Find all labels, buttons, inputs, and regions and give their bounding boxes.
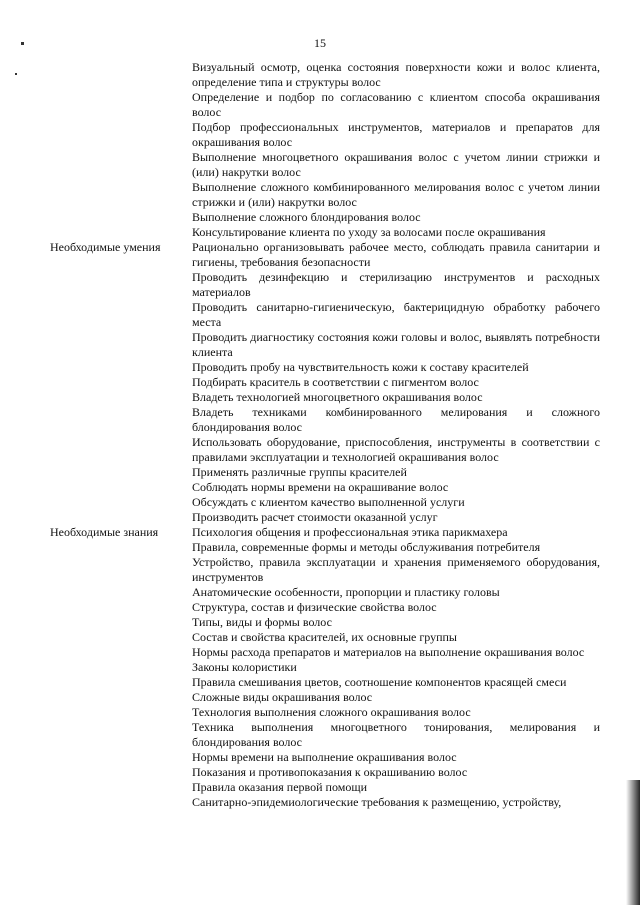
requirements-list [192,60,600,240]
requirement-item: Законы колористики [192,660,297,674]
document-content [0,60,640,810]
requirement-item: Психология общения и профессиональная этика парикмахера [192,525,508,539]
requirement-item: Показания и противопоказания к окрашиванию волос [192,765,468,779]
requirement-item: Правила оказания первой помощи [192,780,368,794]
requirement-item: Структура, состав и физические свойства волос [192,600,437,614]
requirement-item: Соблюдать нормы времени на окрашивание волос [192,480,449,494]
requirement-item: Санитарно-эпидемиологические требования к размещению, устройству, [192,795,562,809]
requirements-list [192,240,600,525]
scan-edge-shadow [626,780,640,905]
requirement-item: Подбирать краситель в соответствии с пигментом волос [192,375,479,389]
requirement-item: Определение и подбор по согласованию с клиентом способа окрашивания волос [192,90,600,119]
requirement-item: Состав и свойства красителей, их основные группы [192,630,457,644]
requirement-item: Проводить диагностику состояния кожи головы и волос, выявлять потребности клиента [192,330,600,359]
section-label: Необходимые умения [50,240,161,254]
requirements-section [0,525,640,810]
requirement-item: Владеть техниками комбинированного мелирования и сложного блондирования волос [192,405,600,434]
requirement-item: Проводить санитарно-гигиеническую, бактерицидную обработку рабочего места [192,300,600,329]
page-number: 15 [314,36,326,50]
requirement-item: Производить расчет стоимости оказанной услуг [192,510,438,524]
requirement-item: Устройство, правила эксплуатации и хранения применяемого оборудования, инструментов [192,555,600,584]
requirement-item: Визуальный осмотр, оценка состояния поверхности кожи и волос клиента, определение типа и структуры волос [192,60,600,89]
requirement-item: Правила смешивания цветов, соотношение компонентов красящей смеси [192,675,567,689]
requirement-item: Техника выполнения многоцветного тонирования, мелирования и блондирования волос [192,720,600,749]
requirements-list [192,525,600,810]
requirement-item: Подбор профессиональных инструментов, материалов и препаратов для окрашивания волос [192,120,600,149]
requirements-section [0,60,640,240]
requirement-item: Сложные виды окрашивания волос [192,690,373,704]
requirement-item: Консультирование клиента по уходу за волосами после окрашивания [192,225,546,239]
requirement-item: Применять различные группы красителей [192,465,407,479]
section-label: Необходимые знания [50,525,159,539]
requirement-item: Типы, виды и формы волос [192,615,332,629]
requirement-item: Обсуждать с клиентом качество выполненной услуги [192,495,465,509]
requirement-item: Нормы расхода препаратов и материалов на выполнение окрашивания волос [192,645,585,659]
requirement-item: Анатомические особенности, пропорции и пластику головы [192,585,500,599]
requirement-item: Рационально организовывать рабочее место, соблюдать правила санитарии и гигиены, требования безопасности [192,240,600,269]
requirement-item: Использовать оборудование, приспособления, инструменты в соответствии с правилами эксплуатации и технологией окрашивания волос [192,435,600,464]
requirement-item: Проводить дезинфекцию и стерилизацию инструментов и расходных материалов [192,270,600,299]
requirement-item: Проводить пробу на чувствительность кожи к составу красителей [192,360,529,374]
requirement-item: Выполнение сложного блондирования волос [192,210,421,224]
requirement-item: Правила, современные формы и методы обслуживания потребителя [192,540,541,554]
requirement-item: Нормы времени на выполнение окрашивания волос [192,750,457,764]
requirement-item: Технология выполнения сложного окрашивания волос [192,705,471,719]
requirements-section [0,240,640,525]
requirement-item: Выполнение сложного комбинированного мелирования волос с учетом линии стрижки и (или) накрутки волос [192,180,600,209]
requirement-item: Выполнение многоцветного окрашивания волос с учетом линии стрижки и (или) накрутки волос [192,150,600,179]
requirement-item: Владеть технологией многоцветного окрашивания волос [192,390,483,404]
